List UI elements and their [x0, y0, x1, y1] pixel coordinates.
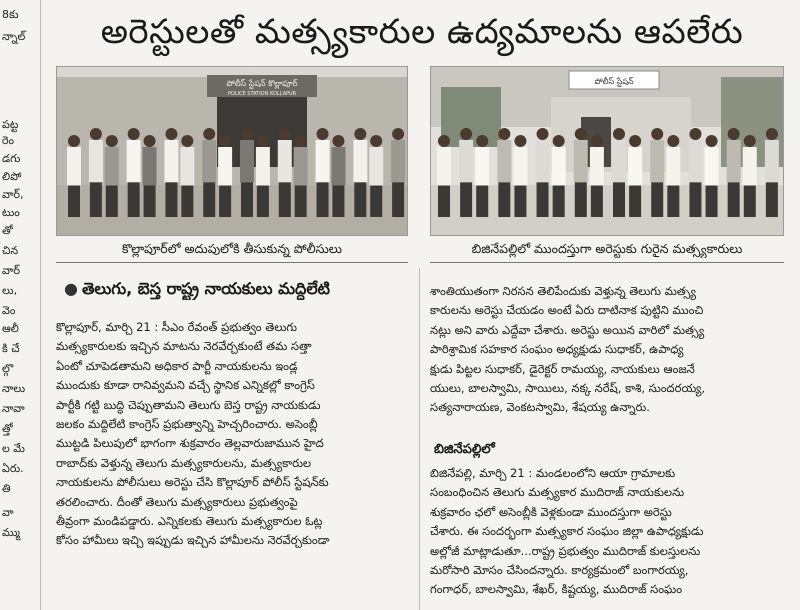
- text-line: చేశారు. ఈ సందర్భంగా మత్స్యకార సంఘం జిల్లా ఉపాధ్యక్షుడు: [430, 524, 704, 539]
- person-figure: [437, 147, 451, 186]
- person-head: [165, 128, 177, 140]
- person-head: [744, 135, 756, 147]
- photo2-caption: బిజినేపల్లిలో ముందస్తుగా అరెస్టుకు గురైన మత్స్యకారులు: [471, 241, 743, 256]
- person-figure: [743, 147, 757, 186]
- person-figure: [202, 140, 216, 182]
- person-legs: [257, 186, 269, 218]
- person-figure: [278, 140, 292, 182]
- text-fragment: పట్ట: [2, 118, 19, 131]
- text-line: ఏంటో చూపెడతామని అధికార పార్టీ నాయకులను ఇండ్ల: [56, 358, 298, 373]
- person-legs: [68, 186, 80, 218]
- person-head: [514, 135, 526, 147]
- person-figure: [688, 140, 702, 182]
- person-legs: [744, 186, 756, 218]
- text-line: పార్టీకి గట్టి బుద్ధి చెప్పుతామని తెలుగు బెస్త రాష్ట్ర నాయకుడు: [56, 397, 321, 412]
- text-fragment: మ్ము: [2, 526, 21, 539]
- person-head: [553, 135, 565, 147]
- column-divider-middle: [419, 268, 420, 610]
- text-line: మత్స్యకారులకు ఇచ్చిన మాటను నెరవేర్చకుంటే తమ సత్తా: [56, 339, 312, 354]
- left-column-fragments: [0, 0, 36, 610]
- text-fragment: 8కు: [2, 8, 19, 21]
- article-column-1: [56, 318, 410, 551]
- person-figure: [552, 147, 566, 186]
- person-head: [613, 128, 625, 140]
- person-head: [354, 128, 366, 140]
- person-figure: [127, 140, 141, 182]
- person-legs: [728, 182, 740, 217]
- person-head: [460, 128, 472, 140]
- text-fragment: డగు: [2, 152, 21, 165]
- person-head: [438, 135, 450, 147]
- caption-rule-right: [430, 262, 784, 263]
- text-line: కొల్లాపూర్, మార్చి 21 : సీఎం రేవంత్ ప్రభుత్వం తెలుగు: [56, 320, 298, 334]
- text-fragment: వా: [2, 506, 14, 519]
- person-head: [219, 135, 231, 147]
- person-legs: [279, 182, 291, 217]
- person-figure: [590, 147, 604, 186]
- station-sign-english: POLICE STATION KOLLAPUR: [227, 91, 297, 97]
- person-head: [181, 135, 193, 147]
- person-head: [128, 128, 140, 140]
- person-legs: [203, 182, 215, 217]
- text-line: కోసం హామీలు ఇచ్చి ఇప్పుడు ఇచ్చిన హామీలను నెరవేర్చకుండా: [56, 533, 330, 548]
- text-fragment: ల్గొ: [2, 362, 14, 375]
- person-legs: [476, 186, 488, 218]
- text-line: క్షుడు పిట్టల సుధాకర్, డైరెక్టర్ రామయ్య, నాయకులు ఆంజనే: [430, 361, 695, 376]
- person-head: [106, 135, 118, 147]
- text-fragment: చిన: [2, 244, 19, 257]
- person-figure: [765, 140, 779, 182]
- person-legs: [591, 186, 603, 218]
- person-legs: [128, 182, 140, 217]
- person-head: [90, 128, 102, 140]
- person-legs: [392, 182, 404, 217]
- text-line: పారిశ్రామిక సహకార సంఘం అధ్యక్షుడు సుధాకర్, ఉపాధ్య: [430, 342, 684, 357]
- person-figure: [497, 140, 511, 182]
- text-fragment: వార్: [2, 264, 21, 277]
- text-fragment: లు,: [2, 284, 18, 297]
- text-line: కారులను అరెస్టు చేయడం అంటే ఏరు దాటినాక పుట్టిని ముంచి: [430, 303, 704, 318]
- article-column-3: [430, 464, 788, 600]
- person-legs: [106, 186, 118, 218]
- text-fragment: ఆలీ: [2, 322, 19, 335]
- person-head: [667, 135, 679, 147]
- person-figure: [628, 147, 642, 186]
- person-head: [144, 135, 156, 147]
- text-line: సంబంధించిన తెలుగు మత్స్యకార ముదిరాజ్ నాయకులను: [430, 485, 685, 500]
- person-head: [591, 135, 603, 147]
- person-head: [370, 135, 382, 147]
- text-fragment: వార్,: [2, 188, 24, 201]
- text-fragment: న్నాల్: [2, 30, 26, 43]
- bijinepalli-heading: బిజినేపల్లిలో: [434, 442, 495, 457]
- person-figure: [650, 140, 664, 182]
- person-legs: [498, 182, 510, 217]
- person-legs: [317, 182, 329, 217]
- person-head: [203, 128, 215, 140]
- text-line: సత్యనారాయణ, వెంకటస్వామి, శేషయ్య ఉన్నారు.: [430, 400, 650, 415]
- person-figure: [536, 140, 550, 182]
- text-line: శాంతియుతంగా నిరసన తెలిపేందుకు వెళ్తున్న తెలుగు మత్స్య: [430, 284, 697, 298]
- person-figure: [105, 147, 119, 186]
- text-fragment: ఏరు.: [2, 462, 24, 475]
- person-legs: [706, 186, 718, 218]
- text-line: గంగాధర్, బాలస్వామి, శేఖర్, కిష్టయ్య, ముదిరాజ్ సంఘం: [430, 582, 683, 597]
- text-line: తరలించారు. దీంతో తెలుగు మత్స్యకారులు ప్రభుత్వంపై: [56, 494, 298, 509]
- text-line: అల్లోజీ మాట్లాడుతూ...రాష్ట్ర ప్రభుత్వం ముదిరాజ్ కులస్తులను: [430, 543, 701, 558]
- text-fragment: వెం: [2, 304, 16, 317]
- person-legs: [514, 186, 526, 218]
- person-figure: [256, 147, 270, 186]
- person-figure: [666, 147, 680, 186]
- person-legs: [766, 182, 778, 217]
- text-fragment: త్తో: [2, 422, 13, 435]
- person-head: [766, 128, 778, 140]
- text-fragment: తి: [2, 482, 11, 495]
- person-figure: [612, 140, 626, 182]
- person-legs: [689, 182, 701, 217]
- person-legs: [332, 186, 344, 218]
- text-fragment: టుం: [2, 206, 20, 219]
- person-head: [498, 128, 510, 140]
- text-line: మరోసారి మోసం చేసిందన్నారు. కార్యక్రమంలో బంగారయ్య,: [430, 563, 689, 578]
- person-head: [241, 128, 253, 140]
- person-legs: [144, 186, 156, 218]
- person-head: [689, 128, 701, 140]
- person-figure: [294, 147, 308, 186]
- photo-kollapur-police-station: [56, 66, 408, 236]
- text-line: శుక్రవారం ఛలో అసెంబ్లీకి వెళ్లకుండా ముందస్తుగా అరెస్టు: [430, 504, 672, 519]
- person-figure: [459, 140, 473, 182]
- person-figure: [705, 147, 719, 186]
- person-figure: [574, 140, 588, 182]
- person-figure: [727, 140, 741, 182]
- text-line: రాబాద్‌కు వెళ్తున్న తెలుగు మత్స్యకారులను, మత్స్యకారుల: [56, 455, 312, 470]
- person-legs: [537, 182, 549, 217]
- person-head: [629, 135, 641, 147]
- subheading: [64, 278, 404, 300]
- person-head: [575, 128, 587, 140]
- person-head: [392, 128, 404, 140]
- person-figure: [331, 147, 345, 186]
- person-head: [476, 135, 488, 147]
- person-legs: [354, 182, 366, 217]
- person-legs: [460, 182, 472, 217]
- person-legs: [165, 182, 177, 217]
- person-figure: [164, 140, 178, 182]
- person-legs: [295, 186, 307, 218]
- person-figure: [391, 140, 405, 182]
- text-fragment: లిపో: [2, 170, 22, 183]
- person-figure: [475, 147, 489, 186]
- person-figure: [316, 140, 330, 182]
- person-figure: [67, 147, 81, 186]
- person-head: [317, 128, 329, 140]
- person-head: [257, 135, 269, 147]
- person-legs: [438, 186, 450, 218]
- person-legs: [613, 182, 625, 217]
- person-head: [295, 135, 307, 147]
- person-legs: [667, 186, 679, 218]
- person-head: [706, 135, 718, 147]
- photo-bijinepalli-police-station: [430, 66, 784, 236]
- column-divider-left: [40, 0, 41, 610]
- person-legs: [575, 182, 587, 217]
- person-legs: [553, 186, 565, 218]
- person-head: [68, 135, 80, 147]
- text-fragment: రెం: [2, 134, 15, 147]
- person-figure: [513, 147, 527, 186]
- person-head: [279, 128, 291, 140]
- subheading-text: తెలుగు, బెస్త రాష్ట్ర నాయకులు మద్దిలేటి: [81, 279, 331, 298]
- text-line: యులు, బాలస్వామి, సాయిలు, నక్క నరేష్, కాశి, సుందరయ్య,: [430, 381, 706, 396]
- text-line: ముట్టడి పిలుపులో భాగంగా శుక్రవారం తెల్లవారుజామున హైద: [56, 436, 324, 451]
- text-line: నాయకులను పోలీసులు అరెస్టు చేసి కొల్లాపూర్ పోలీస్ స్టేషన్‌కు: [56, 475, 329, 490]
- person-figure: [180, 147, 194, 186]
- person-figure: [240, 140, 254, 182]
- bullet-icon: ●: [64, 279, 78, 298]
- person-legs: [651, 182, 663, 217]
- article-column-2: [430, 282, 788, 418]
- person-head: [728, 128, 740, 140]
- person-head: [332, 135, 344, 147]
- person-legs: [219, 186, 231, 218]
- text-line: ముందుకు కూడా రానివ్వమని వచ్చే స్థానిక ఎన్నికల్లో కాంగ్రెస్: [56, 378, 315, 393]
- photo1-caption: కొల్లాపూర్‌లో అదుపులోకి తీసుకున్న పోలీసులు: [122, 241, 342, 256]
- text-fragment: తో: [2, 224, 13, 237]
- person-figure: [369, 147, 383, 186]
- person-head: [537, 128, 549, 140]
- person-figure: [89, 140, 103, 182]
- person-legs: [241, 182, 253, 217]
- headline: అరెస్టులతో మత్స్యకారుల ఉద్యమాలను ఆపలేరు: [100, 12, 744, 52]
- person-legs: [629, 186, 641, 218]
- text-line: జలకం మద్దిలేటి కాంగ్రెస్ ప్రభుత్వాన్ని హెచ్చరించారు. అసెంబ్లీ: [56, 417, 318, 432]
- text-fragment: ల మే: [2, 442, 25, 455]
- text-line: తీవ్రంగా మండిపడ్డారు. ఎన్నికలకు తెలుగు మత్స్యకారుల ఓట్ల: [56, 514, 323, 529]
- person-legs: [370, 186, 382, 218]
- person-head: [651, 128, 663, 140]
- person-figure: [353, 140, 367, 182]
- text-fragment: నాలు: [2, 382, 26, 395]
- text-line: బిజినేపల్లి, మార్చి 21 : మండలంలోని ఆయా గ్రామాలకు: [430, 466, 676, 480]
- person-figure: [218, 147, 232, 186]
- person-legs: [181, 186, 193, 218]
- station-sign-telugu: పోలీస్ స్టేషన్ కొల్లాపూర్: [226, 79, 298, 88]
- text-fragment: నావా: [2, 402, 25, 415]
- text-line: నట్లు అని వారు ఎద్దేవా చేశారు. అరెస్టు అయిన వారిలో మత్స్య: [430, 322, 705, 337]
- caption-rule-left: [56, 262, 408, 263]
- person-figure: [143, 147, 157, 186]
- person-legs: [90, 182, 102, 217]
- station-sign-bijinepalli: పోలీస్ స్టేషన్: [594, 77, 634, 86]
- text-fragment: కి చే: [2, 342, 20, 355]
